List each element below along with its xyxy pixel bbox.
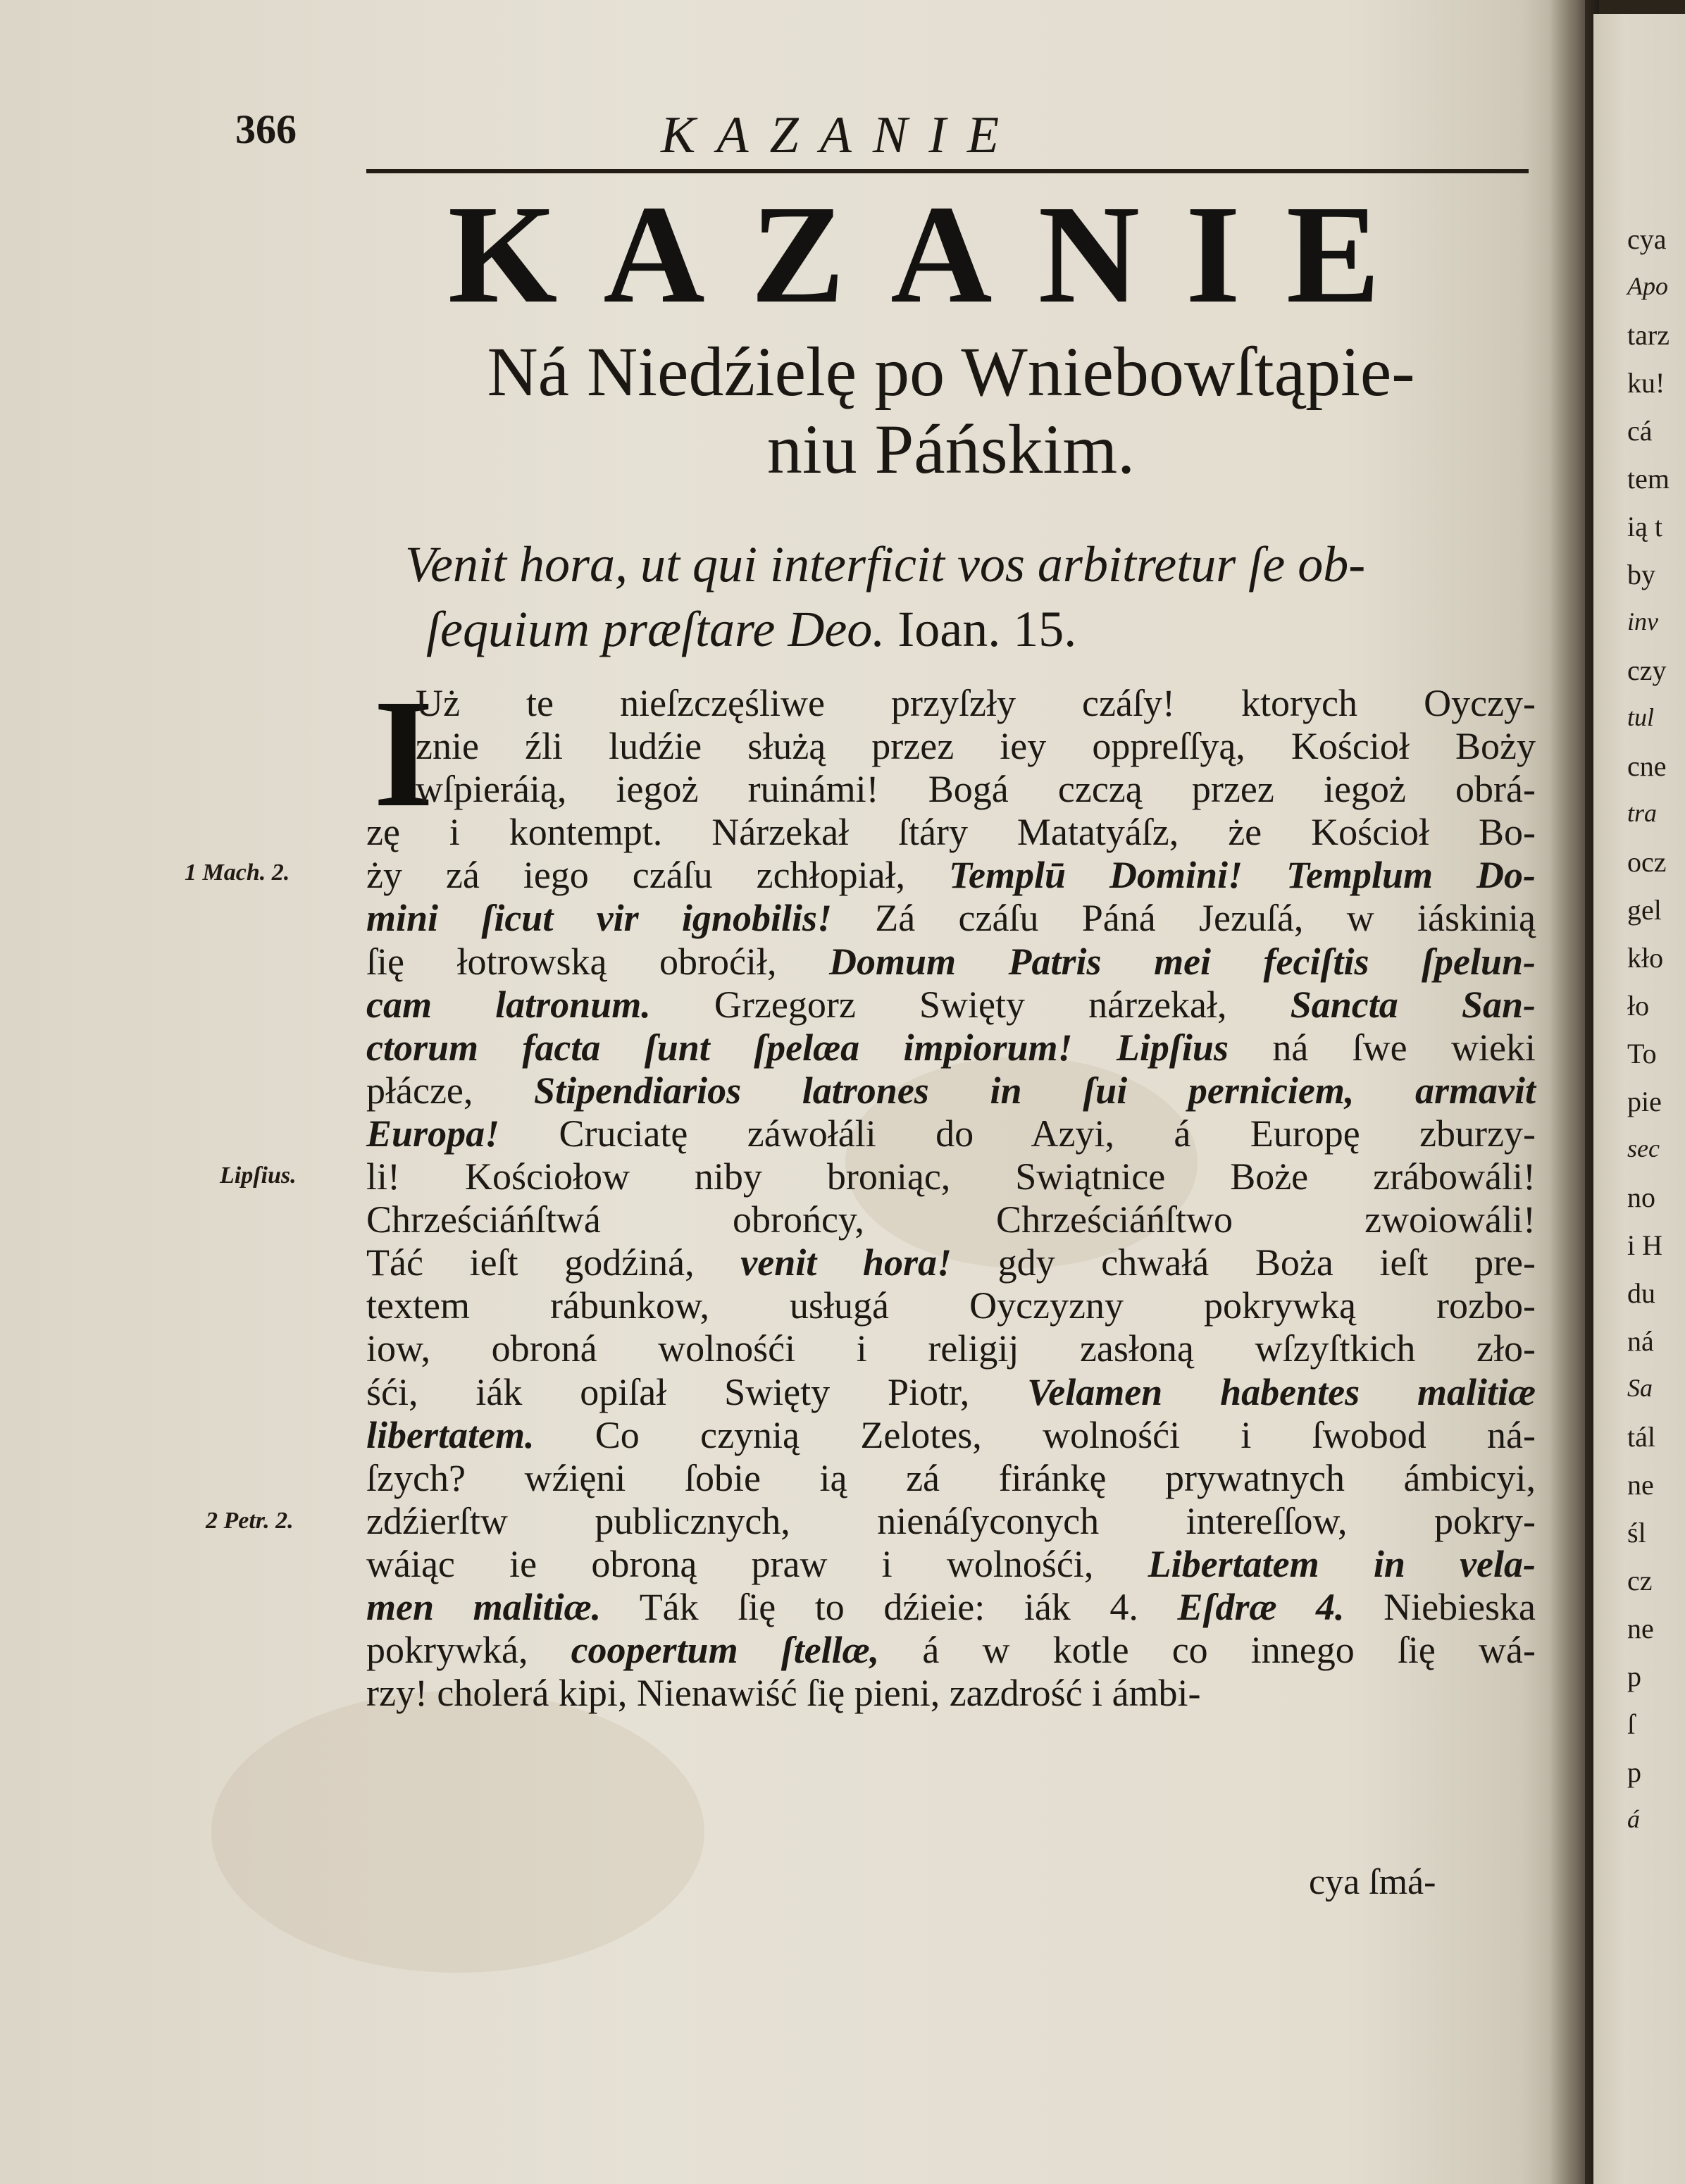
text-run: Niebieska — [1344, 1585, 1536, 1628]
text-line — [366, 1069, 1536, 1112]
scripture-motto — [405, 532, 1532, 662]
text-line — [366, 897, 1536, 940]
text-run: coopertum ſtellæ, — [571, 1629, 880, 1672]
facing-page-fragment: tarz — [1627, 319, 1670, 351]
text-run: Sancta San- — [1290, 983, 1536, 1026]
facing-page-fragment: ku! — [1627, 367, 1665, 399]
facing-page-fragment: Apo — [1627, 272, 1668, 300]
facing-page-fragment: ią t — [1627, 511, 1662, 542]
text-run: Velamen habentes malitiæ — [1027, 1370, 1536, 1413]
text-run: zę i kontempt. Nárzekał ſtáry Matatyáſz, że Kościoł Bo- — [366, 811, 1536, 854]
motto-text: ſequium præſtare Deo. — [426, 601, 885, 657]
text-run: Chrześciáńſtwá obrońcy, Chrześciáńſtwo zwoiowáli! — [366, 1198, 1536, 1241]
facing-page-fragment: To — [1627, 1038, 1657, 1069]
text-run: pokrywká, — [366, 1629, 571, 1672]
subtitle-line-1: Ná Niedźielę po Wniebowſtąpie- — [487, 333, 1415, 411]
text-run: Co czynią Zelotes, wolnośći i ſwobod ná- — [534, 1413, 1536, 1456]
facing-page-fragment: kło — [1627, 942, 1664, 974]
text-run: cam latronum. — [366, 983, 651, 1026]
text-line — [366, 984, 1536, 1026]
text-run: iow, obroná wolnośći i religij zasłoną wſzyſtkich zło- — [366, 1327, 1536, 1370]
facing-page-fragment: á — [1627, 1805, 1640, 1833]
text-run: Cruciatę záwołáli do Azyi, á Europę zburzy- — [499, 1112, 1536, 1155]
text-run: ſzych? wźięni ſobie ią zá firánkę prywatnych ámbicyi, — [366, 1456, 1536, 1499]
text-run: Europa! — [366, 1112, 500, 1155]
text-run: Grzegorz Swięty nárzekał, — [650, 983, 1291, 1026]
text-run: venit hora! — [740, 1241, 952, 1284]
text-line — [366, 1327, 1536, 1370]
text-line — [366, 1457, 1536, 1500]
page-title: KAZANIE — [447, 177, 1426, 333]
margin-note-mach: 1 Mach. 2. — [185, 860, 290, 886]
text-line — [366, 1026, 1536, 1069]
sermon-body — [366, 667, 1536, 1715]
text-line — [366, 1629, 1536, 1672]
text-run: mini ſicut vir ignobilis! — [366, 897, 832, 940]
subtitle-line-2: niu Páńskim. — [766, 410, 1136, 488]
text-line — [366, 768, 1536, 811]
text-run: ży zá iego czáſu zchłopiał, — [366, 854, 949, 897]
text-run: Ták ſię to dźieie: iák 4. — [601, 1585, 1178, 1628]
facing-page-fragment: no — [1627, 1181, 1655, 1213]
facing-page-fragment: p — [1627, 1661, 1641, 1692]
facing-page-fragment: sec — [1627, 1134, 1660, 1162]
text-line — [366, 1241, 1536, 1284]
text-run: ná ſwe wieki — [1228, 1026, 1536, 1069]
motto-reference: Ioan. 15. — [885, 601, 1077, 657]
text-run: płácze, — [366, 1069, 535, 1112]
facing-page-fragment: ſ — [1627, 1708, 1636, 1740]
text-run: Eſdræ 4. — [1177, 1585, 1345, 1628]
facing-page-fragment: cne — [1627, 750, 1667, 782]
text-line — [366, 1112, 1536, 1155]
text-run: gdy chwałá Boża ieſt pre- — [951, 1241, 1536, 1284]
book-gutter — [1550, 0, 1599, 2184]
text-line — [366, 854, 1536, 897]
text-run: Templū Domini! Templum Do- — [949, 854, 1536, 897]
text-run: rzy! cholerá kipi, Nienawiść ſię pieni, zazdrość i ámbi- — [366, 1672, 1201, 1715]
text-line — [366, 1586, 1536, 1629]
facing-page-fragment: czy — [1627, 654, 1667, 686]
page-number: 366 — [235, 106, 297, 152]
facing-page-fragment: tem — [1627, 463, 1670, 495]
facing-page-fragment: tra — [1627, 799, 1658, 827]
facing-page-edge — [1593, 14, 1685, 2184]
drop-cap: I — [373, 667, 434, 839]
text-run: men malitiæ. — [366, 1585, 602, 1628]
paper-stain — [211, 1691, 704, 1973]
text-run: wáiąc ie obroną praw i wolnośći, — [366, 1542, 1148, 1585]
facing-page-fragment: tál — [1627, 1421, 1655, 1453]
facing-page-fragment: cya — [1627, 223, 1667, 255]
facing-page-fragment: ne — [1627, 1613, 1654, 1644]
margin-note-petr: 2 Petr. 2. — [206, 1508, 294, 1534]
text-run: ctorum facta ſunt ſpelæa impiorum! Lipſius — [366, 1026, 1229, 1069]
facing-page-fragment: i H — [1627, 1229, 1662, 1261]
text-line — [366, 1672, 1536, 1715]
facing-page-fragment: ná — [1627, 1325, 1654, 1357]
text-line — [366, 1500, 1536, 1543]
running-header — [0, 106, 1550, 169]
facing-page-fragment: gel — [1627, 894, 1662, 926]
text-line — [366, 1371, 1536, 1414]
motto-text: Venit hora, ut qui interficit vos arbitretur ſe ob- — [405, 536, 1366, 592]
facing-page-fragment: cá — [1627, 415, 1653, 447]
facing-page-fragment: inv — [1627, 607, 1658, 635]
text-line — [366, 1198, 1536, 1241]
running-title: KAZANIE — [661, 106, 1021, 164]
text-run: znie źli ludźie służą przez iey oppreſſyą, Kościoł Boży — [416, 725, 1536, 768]
text-run: Stipendiarios latrones in ſui perniciem, armavit — [534, 1069, 1536, 1112]
facing-page-fragment: ocz — [1627, 846, 1667, 878]
facing-page-fragment: p — [1627, 1756, 1641, 1788]
text-line — [366, 682, 1536, 725]
text-run: libertatem. — [366, 1413, 535, 1456]
facing-page-fragment: pie — [1627, 1086, 1662, 1117]
text-run: Uż te nieſzczęśliwe przyſzły czáſy! ktorych Oyczy- — [416, 682, 1536, 724]
text-run: li! Kościołow niby broniąc, Swiątnice Boże zrábowáli! — [366, 1155, 1536, 1198]
facing-page-fragment: Sa — [1627, 1374, 1653, 1402]
facing-page-fragment: cz — [1627, 1565, 1653, 1596]
text-run: Libertatem in vela- — [1148, 1542, 1536, 1585]
facing-page-fragment: ło — [1627, 990, 1650, 1022]
facing-page-fragment: tul — [1627, 703, 1655, 731]
text-run: Domum Patris mei feciſtis ſpelun- — [828, 940, 1536, 983]
margin-note-lipsius: Lipſius. — [220, 1162, 297, 1189]
text-run: textem rábunkow, usługá Oyczyzny pokrywką rozbo- — [366, 1284, 1536, 1327]
text-run: Zá czáſu Páná Jezuſá, w iáskinią — [831, 897, 1536, 940]
facing-page-fragment: du — [1627, 1277, 1655, 1309]
motto-line-1 — [405, 532, 1532, 597]
text-line — [366, 725, 1536, 768]
text-line — [366, 1414, 1536, 1457]
text-run: á w kotle co innego ſię wá- — [879, 1629, 1536, 1672]
text-line — [366, 941, 1536, 984]
text-line — [366, 1284, 1536, 1327]
text-run: zdźierſtw publicznych, nienáſyconych intereſſow, pokry- — [366, 1499, 1536, 1542]
facing-page-fragment: ne — [1627, 1469, 1654, 1501]
text-run: Táć ieſt godźiná, — [366, 1241, 741, 1284]
motto-line-2 — [405, 597, 1532, 662]
text-run: wſpieráią, iegoż ruinámi! Bogá czczą przez iegoż obrá- — [416, 768, 1536, 811]
text-run: ſię łotrowską obroćił, — [366, 940, 829, 983]
facing-page-fragment: by — [1627, 559, 1655, 590]
catchword: cya ſmá- — [1309, 1862, 1436, 1902]
sermon-subtitle — [352, 330, 1550, 492]
text-run: śći, iák opiſał Swięty Piotr, — [366, 1370, 1028, 1413]
text-line — [366, 1543, 1536, 1586]
text-line — [366, 1155, 1536, 1198]
text-line — [366, 811, 1536, 854]
facing-page-fragment: śl — [1627, 1517, 1646, 1549]
header-rule — [366, 169, 1529, 173]
